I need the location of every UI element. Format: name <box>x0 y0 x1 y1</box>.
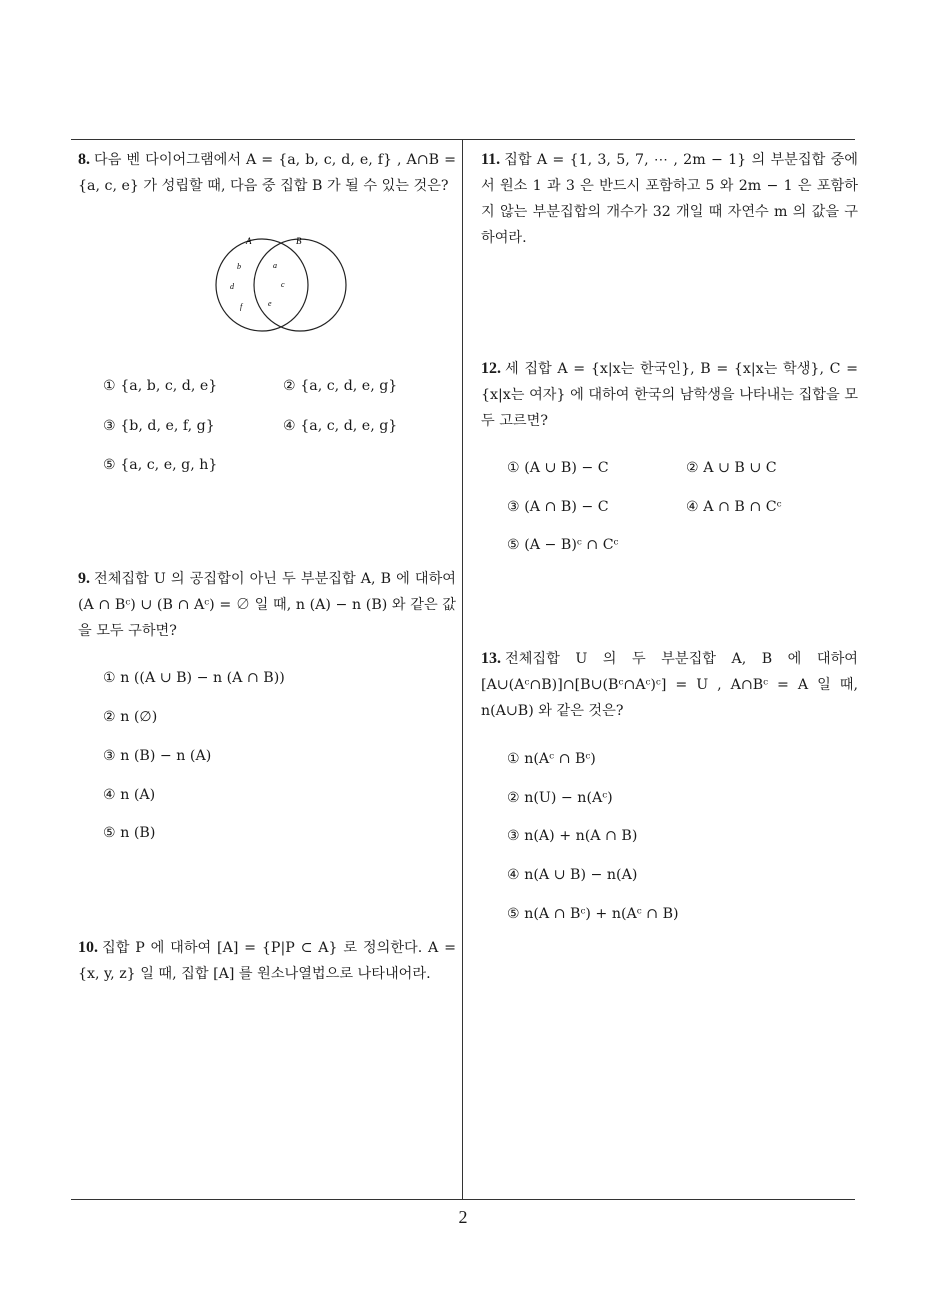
question-number: 12. <box>481 360 501 377</box>
q12-choice-1[interactable]: ① (A ∪ B) − C <box>507 460 609 476</box>
question-12 <box>481 356 858 434</box>
column-divider <box>462 140 463 1200</box>
question-text: 집합 P 에 대하여 [A] = {P|P ⊂ A} 로 정의한다. A = {x, y, z} 일 때, 집합 [A] 를 원소나열법으로 나타내어라. <box>78 940 456 982</box>
q9-choice-2[interactable]: ② n (∅) <box>103 709 158 725</box>
page-number: 2 <box>458 1207 468 1227</box>
q13-choice-1[interactable]: ① n(Aᶜ ∩ Bᶜ) <box>507 751 596 767</box>
question-9 <box>78 566 456 644</box>
venn-label-a: A <box>246 236 252 246</box>
venn-diagram <box>200 230 360 340</box>
venn-element: e <box>268 299 272 308</box>
bottom-rule <box>71 1199 855 1200</box>
q12-choice-5[interactable]: ⑤ (A − B)ᶜ ∩ Cᶜ <box>507 537 619 553</box>
question-13 <box>481 646 858 724</box>
q9-choice-4[interactable]: ④ n (A) <box>103 787 156 803</box>
q13-choice-2[interactable]: ② n(U) − n(Aᶜ) <box>507 790 613 806</box>
q13-choice-4[interactable]: ④ n(A ∪ B) − n(A) <box>507 867 638 883</box>
q9-choice-3[interactable]: ③ n (B) − n (A) <box>103 748 212 764</box>
q9-choice-1[interactable]: ① n ((A ∪ B) − n (A ∩ B)) <box>103 670 285 686</box>
question-text: 세 집합 A = {x|x는 한국인}, B = {x|x는 학생}, C = {x|x는 여자} 에 대하여 한국의 남학생을 나타내는 집합을 모두 고르면? <box>481 361 858 429</box>
q8-choice-4[interactable]: ④ {a, c, d, e, g} <box>283 418 398 434</box>
question-10 <box>78 935 456 987</box>
question-text: 다음 벤 다이어그램에서 A = {a, b, c, d, e, f} , A∩B = {a, c, e} 가 성립할 때, 다음 중 집합 B 가 될 수 있는 것은? <box>78 152 456 194</box>
q13-choice-3[interactable]: ③ n(A) + n(A ∩ B) <box>507 828 638 844</box>
venn-label-b: B <box>296 236 302 246</box>
question-number: 10. <box>78 939 98 956</box>
question-11 <box>481 147 858 251</box>
q9-choice-5[interactable]: ⑤ n (B) <box>103 825 156 841</box>
question-number: 8. <box>78 151 90 168</box>
q8-choice-3[interactable]: ③ {b, d, e, f, g} <box>103 418 215 434</box>
venn-circle-b <box>254 239 346 331</box>
question-number: 11. <box>481 151 501 168</box>
venn-element: b <box>237 262 241 271</box>
q8-choice-5[interactable]: ⑤ {a, c, e, g, h} <box>103 457 218 473</box>
q12-choice-4[interactable]: ④ A ∩ B ∩ Cᶜ <box>686 499 782 515</box>
q13-choice-5[interactable]: ⑤ n(A ∩ Bᶜ) + n(Aᶜ ∩ B) <box>507 906 679 922</box>
question-8 <box>78 147 456 199</box>
question-text: 전체집합 U 의 공집합이 아닌 두 부분집합 A, B 에 대하여 (A ∩ Bᶜ) ∪ (B ∩ Aᶜ) = ∅ 일 때, n (A) − n (B) 와 같은 값을 모두 구하면? <box>78 571 456 639</box>
question-text: 전체집합 U 의 두 부분집합 A, B 에 대하여 [A∪(Aᶜ∩B)]∩[B∪(Bᶜ∩Aᶜ)ᶜ] = U , A∩Bᶜ = A 일 때, n(A∪B) 와 같은 것은? <box>481 651 858 719</box>
q8-choice-1[interactable]: ① {a, b, c, d, e} <box>103 378 218 394</box>
q12-choice-2[interactable]: ② A ∪ B ∪ C <box>686 460 777 476</box>
venn-element: f <box>240 302 243 311</box>
venn-element: c <box>281 280 285 289</box>
q8-choice-2[interactable]: ② {a, c, d, e, g} <box>283 378 398 394</box>
venn-element: d <box>230 282 234 291</box>
venn-element: a <box>273 261 277 270</box>
question-text: 집합 A = {1, 3, 5, 7, ⋯ , 2m − 1} 의 부분집합 중에서 원소 1 과 3 은 반드시 포함하고 5 와 2m − 1 은 포함하지 않는 부분집합의 개수가 32 개일 때 자연수 m 의 값을 구하여라. <box>481 152 858 246</box>
question-number: 9. <box>78 570 90 587</box>
question-number: 13. <box>481 650 501 667</box>
q12-choice-3[interactable]: ③ (A ∩ B) − C <box>507 499 609 515</box>
